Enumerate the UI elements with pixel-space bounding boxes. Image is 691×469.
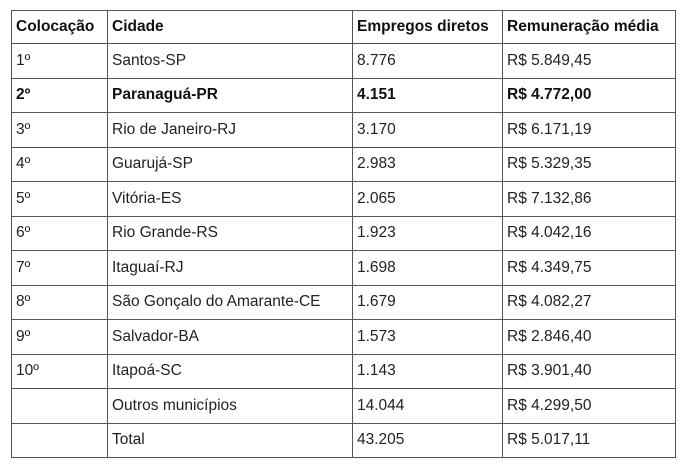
table-body — [12, 44, 676, 458]
cell-remuneracao-media: R$ 4.042,16 — [503, 216, 676, 251]
port-employment-ranking-table — [11, 10, 676, 458]
cell-colocacao: 7º — [12, 251, 108, 286]
cell-cidade: Outros municípios — [108, 389, 353, 424]
header-remuneracao-media: Remuneração média — [503, 11, 676, 44]
cell-colocacao: 2º — [12, 78, 108, 113]
cell-cidade: Santos-SP — [108, 44, 353, 79]
cell-cidade: Rio Grande-RS — [108, 216, 353, 251]
cell-empregos-diretos: 1.923 — [353, 216, 503, 251]
cell-remuneracao-media: R$ 4.772,00 — [503, 78, 676, 113]
cell-colocacao: 5º — [12, 182, 108, 217]
cell-cidade: Itaguaí-RJ — [108, 251, 353, 286]
cell-empregos-diretos: 3.170 — [353, 113, 503, 148]
table-row — [12, 44, 676, 79]
cell-cidade: São Gonçalo do Amarante-CE — [108, 285, 353, 320]
cell-remuneracao-media: R$ 2.846,40 — [503, 320, 676, 355]
cell-remuneracao-media: R$ 4.349,75 — [503, 251, 676, 286]
cell-colocacao: 4º — [12, 147, 108, 182]
cell-remuneracao-media: R$ 5.017,11 — [503, 423, 676, 458]
table-row — [12, 78, 676, 113]
cell-empregos-diretos: 4.151 — [353, 78, 503, 113]
ranking-table-container — [11, 10, 676, 458]
table-row — [12, 285, 676, 320]
table-row — [12, 216, 676, 251]
cell-cidade: Rio de Janeiro-RJ — [108, 113, 353, 148]
table-header-row — [12, 11, 676, 44]
cell-colocacao — [12, 423, 108, 458]
cell-remuneracao-media: R$ 6.171,19 — [503, 113, 676, 148]
cell-remuneracao-media: R$ 5.849,45 — [503, 44, 676, 79]
table-row — [12, 182, 676, 217]
table-row — [12, 423, 676, 458]
cell-colocacao: 9º — [12, 320, 108, 355]
header-cidade: Cidade — [108, 11, 353, 44]
cell-empregos-diretos: 1.143 — [353, 354, 503, 389]
cell-remuneracao-media: R$ 4.082,27 — [503, 285, 676, 320]
cell-remuneracao-media: R$ 3.901,40 — [503, 354, 676, 389]
cell-colocacao: 6º — [12, 216, 108, 251]
cell-empregos-diretos: 1.679 — [353, 285, 503, 320]
cell-colocacao: 1º — [12, 44, 108, 79]
table-row — [12, 113, 676, 148]
cell-colocacao: 10º — [12, 354, 108, 389]
cell-colocacao: 3º — [12, 113, 108, 148]
table-row — [12, 389, 676, 424]
table-row — [12, 251, 676, 286]
cell-empregos-diretos: 2.983 — [353, 147, 503, 182]
cell-cidade: Itapoá-SC — [108, 354, 353, 389]
cell-remuneracao-media: R$ 4.299,50 — [503, 389, 676, 424]
cell-empregos-diretos: 14.044 — [353, 389, 503, 424]
cell-cidade: Paranaguá-PR — [108, 78, 353, 113]
cell-cidade: Total — [108, 423, 353, 458]
table-row — [12, 320, 676, 355]
cell-empregos-diretos: 1.698 — [353, 251, 503, 286]
cell-empregos-diretos: 1.573 — [353, 320, 503, 355]
cell-cidade: Vitória-ES — [108, 182, 353, 217]
cell-remuneracao-media: R$ 5.329,35 — [503, 147, 676, 182]
cell-empregos-diretos: 43.205 — [353, 423, 503, 458]
table-row — [12, 147, 676, 182]
cell-colocacao — [12, 389, 108, 424]
table-row — [12, 354, 676, 389]
cell-remuneracao-media: R$ 7.132,86 — [503, 182, 676, 217]
cell-cidade: Guarujá-SP — [108, 147, 353, 182]
header-empregos-diretos: Empregos diretos — [353, 11, 503, 44]
cell-empregos-diretos: 8.776 — [353, 44, 503, 79]
cell-cidade: Salvador-BA — [108, 320, 353, 355]
header-colocacao: Colocação — [12, 11, 108, 44]
cell-empregos-diretos: 2.065 — [353, 182, 503, 217]
cell-colocacao: 8º — [12, 285, 108, 320]
